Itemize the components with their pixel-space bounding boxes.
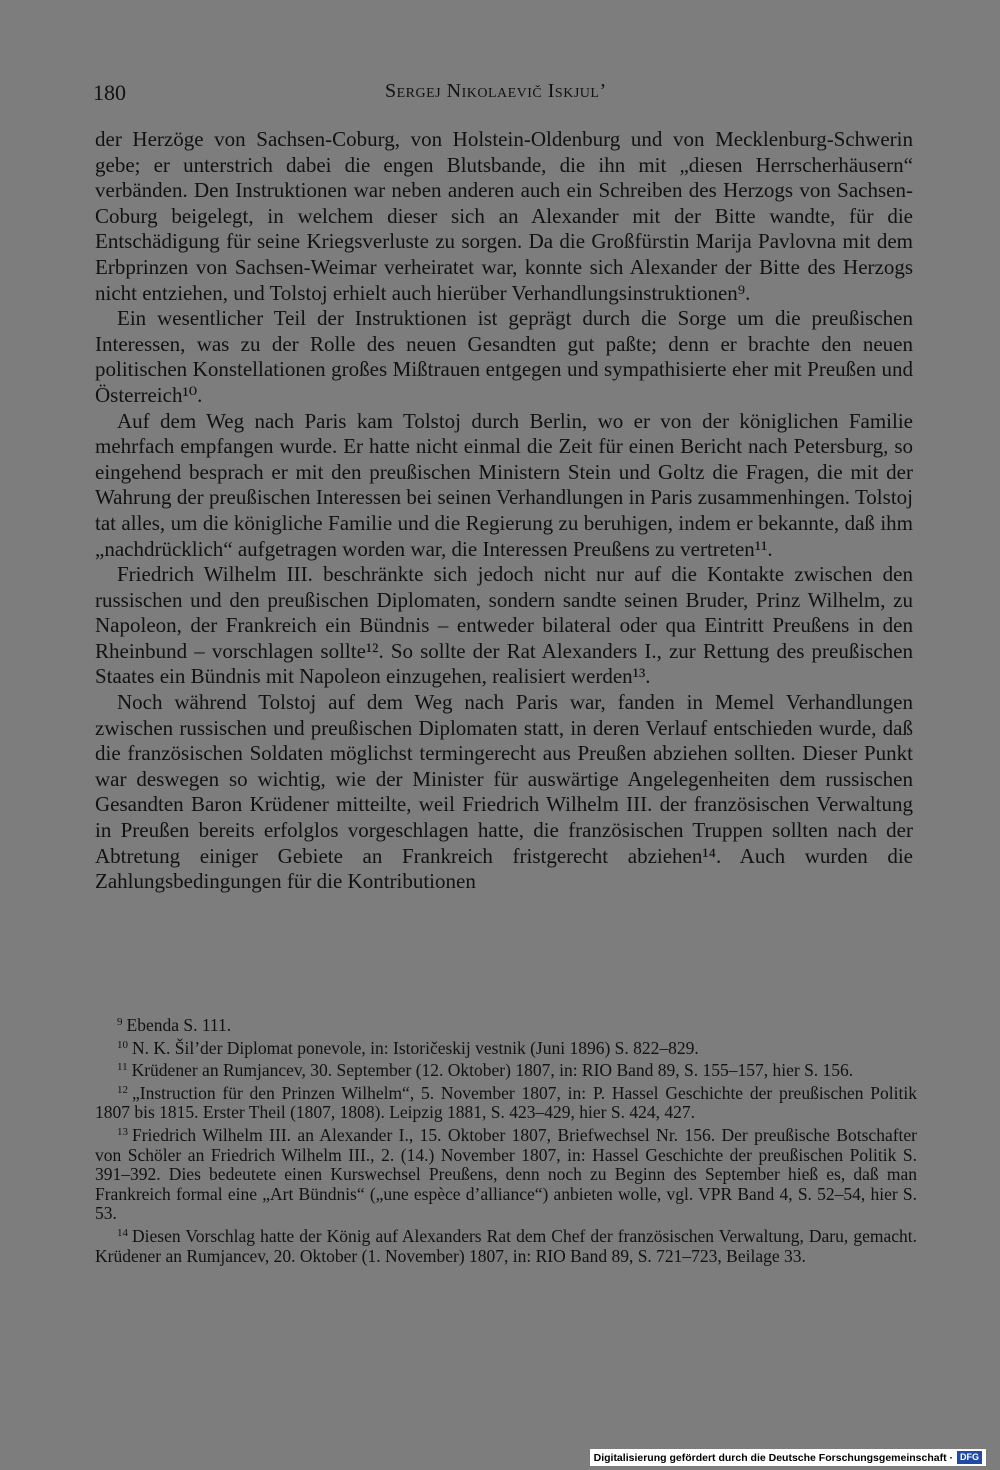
running-head: Sergej Nikolaevič Iskjul’ <box>385 80 607 102</box>
footnote <box>95 1036 917 1059</box>
footnote <box>95 1013 917 1036</box>
paragraph: Noch während Tolstoj auf dem Weg nach Paris war, fanden in Memel Verhandlungen zwischen russischen und preußischen Diplomaten statt, in deren Verlauf entschieden wurde, daß die französischen Soldaten möglichst termingerecht aus Preußen abziehen sollten. Dieser Punkt war deswegen so wichtig, wie der Minister für auswärtige Angelegenheiten dem russischen Gesandten Baron Krüdener mitteilte, weil Friedrich Wilhelm III. der französischen Verwaltung in Preußen bereits erfolglos vorgeschlagen hatte, die französischen Truppen sollten nach der Abtretung einiger Gebiete an Frankreich fristgerecht abziehen¹⁴. Auch wurden die Zahlungsbedingungen für die Kontributionen <box>95 690 913 894</box>
footnote-text: Ebenda S. 111. <box>126 1015 232 1035</box>
footnote-text: Friedrich Wilhelm III. an Alexander I., 15. Oktober 1807, Briefwechsel Nr. 156. Der preußische Botschafter von Schöler an Friedrich Wilhelm III., 2. (14.) November 1807, in: Hassel Geschichte der preußischen Politik S. 391–392. Dies bedeutete einen Kurswechsel Preußens, denn noch zu Beginn des September hieß es, daß man Frankreich formal eine „Art Bündnis“ („une espèce d’alliance“) anbieten wolle, vgl. VPR Band 4, S. 52–54, hier S. 53. <box>95 1124 917 1224</box>
body-text <box>95 127 913 895</box>
paragraph: Ein wesentlicher Teil der Instruktionen ist geprägt durch die Sorge um die preußischen Interessen, was zu der Rolle des neuen Gesandten gut paßte; denn er brachte den neuen politischen Konstellationen großes Mißtrauen entgegen und sympathisierte eher mit Preußen und Österreich¹⁰. <box>95 306 913 407</box>
footnote-mark: 11 <box>117 1061 128 1074</box>
footnote <box>95 1058 917 1081</box>
footnote <box>95 1224 917 1266</box>
footnote <box>95 1123 917 1224</box>
paragraph: der Herzöge von Sachsen-Coburg, von Holstein-Oldenburg und von Mecklenburg-Schwerin gebe; er unterstrich dabei die engen Blutsbande, die ihn mit „diesen Herrscherhäusern“ verbänden. Den Instruktionen war neben anderen auch ein Schreiben des Herzogs von Sachsen-Coburg beigelegt, in welchem dieser sich an Alexander mit der Bitte wandte, für die Entschädigung für seine Kriegsverluste zu sorgen. Da die Großfürstin Marija Pavlovna mit dem Erbprinzen von Sachsen-Weimar verheiratet war, konnte sich Alexander der Bitte des Herzogs nicht entziehen, und Tolstoj erhielt auch hierüber Verhandlungsinstruktionen⁹. <box>95 127 913 305</box>
banner-text: Digitalisierung gefördert durch die Deutsche Forschungsgemeinschaft · <box>593 1451 953 1464</box>
footnote-mark: 9 <box>117 1016 123 1028</box>
footnote-mark: 13 <box>117 1125 128 1138</box>
footnote-text: N. K. Šil’der Diplomat ponevole, in: Istoričeskij vestnik (Juni 1896) S. 822–829. <box>132 1037 699 1058</box>
footnote-mark: 10 <box>117 1038 128 1051</box>
dfg-logo: DFG <box>957 1451 982 1464</box>
footnote <box>95 1081 917 1123</box>
footnotes <box>95 1013 917 1266</box>
footnote-text: Krüdener an Rumjancev, 30. September (12. Oktober) 1807, in: RIO Band 89, S. 155–157, hier S. 156. <box>131 1060 854 1081</box>
paragraph: Friedrich Wilhelm III. beschränkte sich jedoch nicht nur auf die Kontakte zwischen den russischen und den preußischen Diplomaten, sondern sandte seinen Bruder, Prinz Wilhelm, zu Napoleon, der Frankreich ein Bündnis – entweder bilateral oder qua Eintritt Preußens in den Rheinbund – vorschlagen sollte¹². So sollte der Rat Alexanders I., zur Rettung des preußischen Staates ein Bündnis mit Napoleon einzugehen, realisiert werden¹³. <box>95 562 913 689</box>
footnote-mark: 14 <box>117 1226 128 1239</box>
page-number: 180 <box>93 80 126 105</box>
footnote-text: „Instruction für den Prinzen Wilhelm“, 5. November 1807, in: P. Hassel Geschichte der preußischen Politik 1807 bis 1815. Erster Theil (1807, 1808). Leipzig 1881, S. 423–429, hier S. 424, 427. <box>95 1082 917 1123</box>
paragraph: Auf dem Weg nach Paris kam Tolstoj durch Berlin, wo er von der königlichen Familie mehrfach empfangen wurde. Er hatte nicht einmal die Zeit für einen Bericht nach Petersburg, so eingehend besprach er mit den preußischen Ministern Stein und Goltz die Fragen, die mit der Wahrung der preußischen Interessen bei seinen Verhandlungen in Paris zusammenhingen. Tolstoj tat alles, um die königliche Familie und die Regierung zu beruhigen, indem er bekannte, daß ihm „nachdrücklich“ aufgetragen worden war, die Interessen Preußens zu vertreten¹¹. <box>95 408 913 561</box>
dfg-funding-banner <box>590 1449 986 1466</box>
footnote-mark: 12 <box>117 1083 128 1096</box>
footnote-text: Diesen Vorschlag hatte der König auf Alexanders Rat dem Chef der französischen Verwaltung, Daru, gemacht. Krüdener an Rumjancev, 20. Oktober (1. November) 1807, in: RIO Band 89, S. 721–723, Beilage 33. <box>95 1225 917 1266</box>
